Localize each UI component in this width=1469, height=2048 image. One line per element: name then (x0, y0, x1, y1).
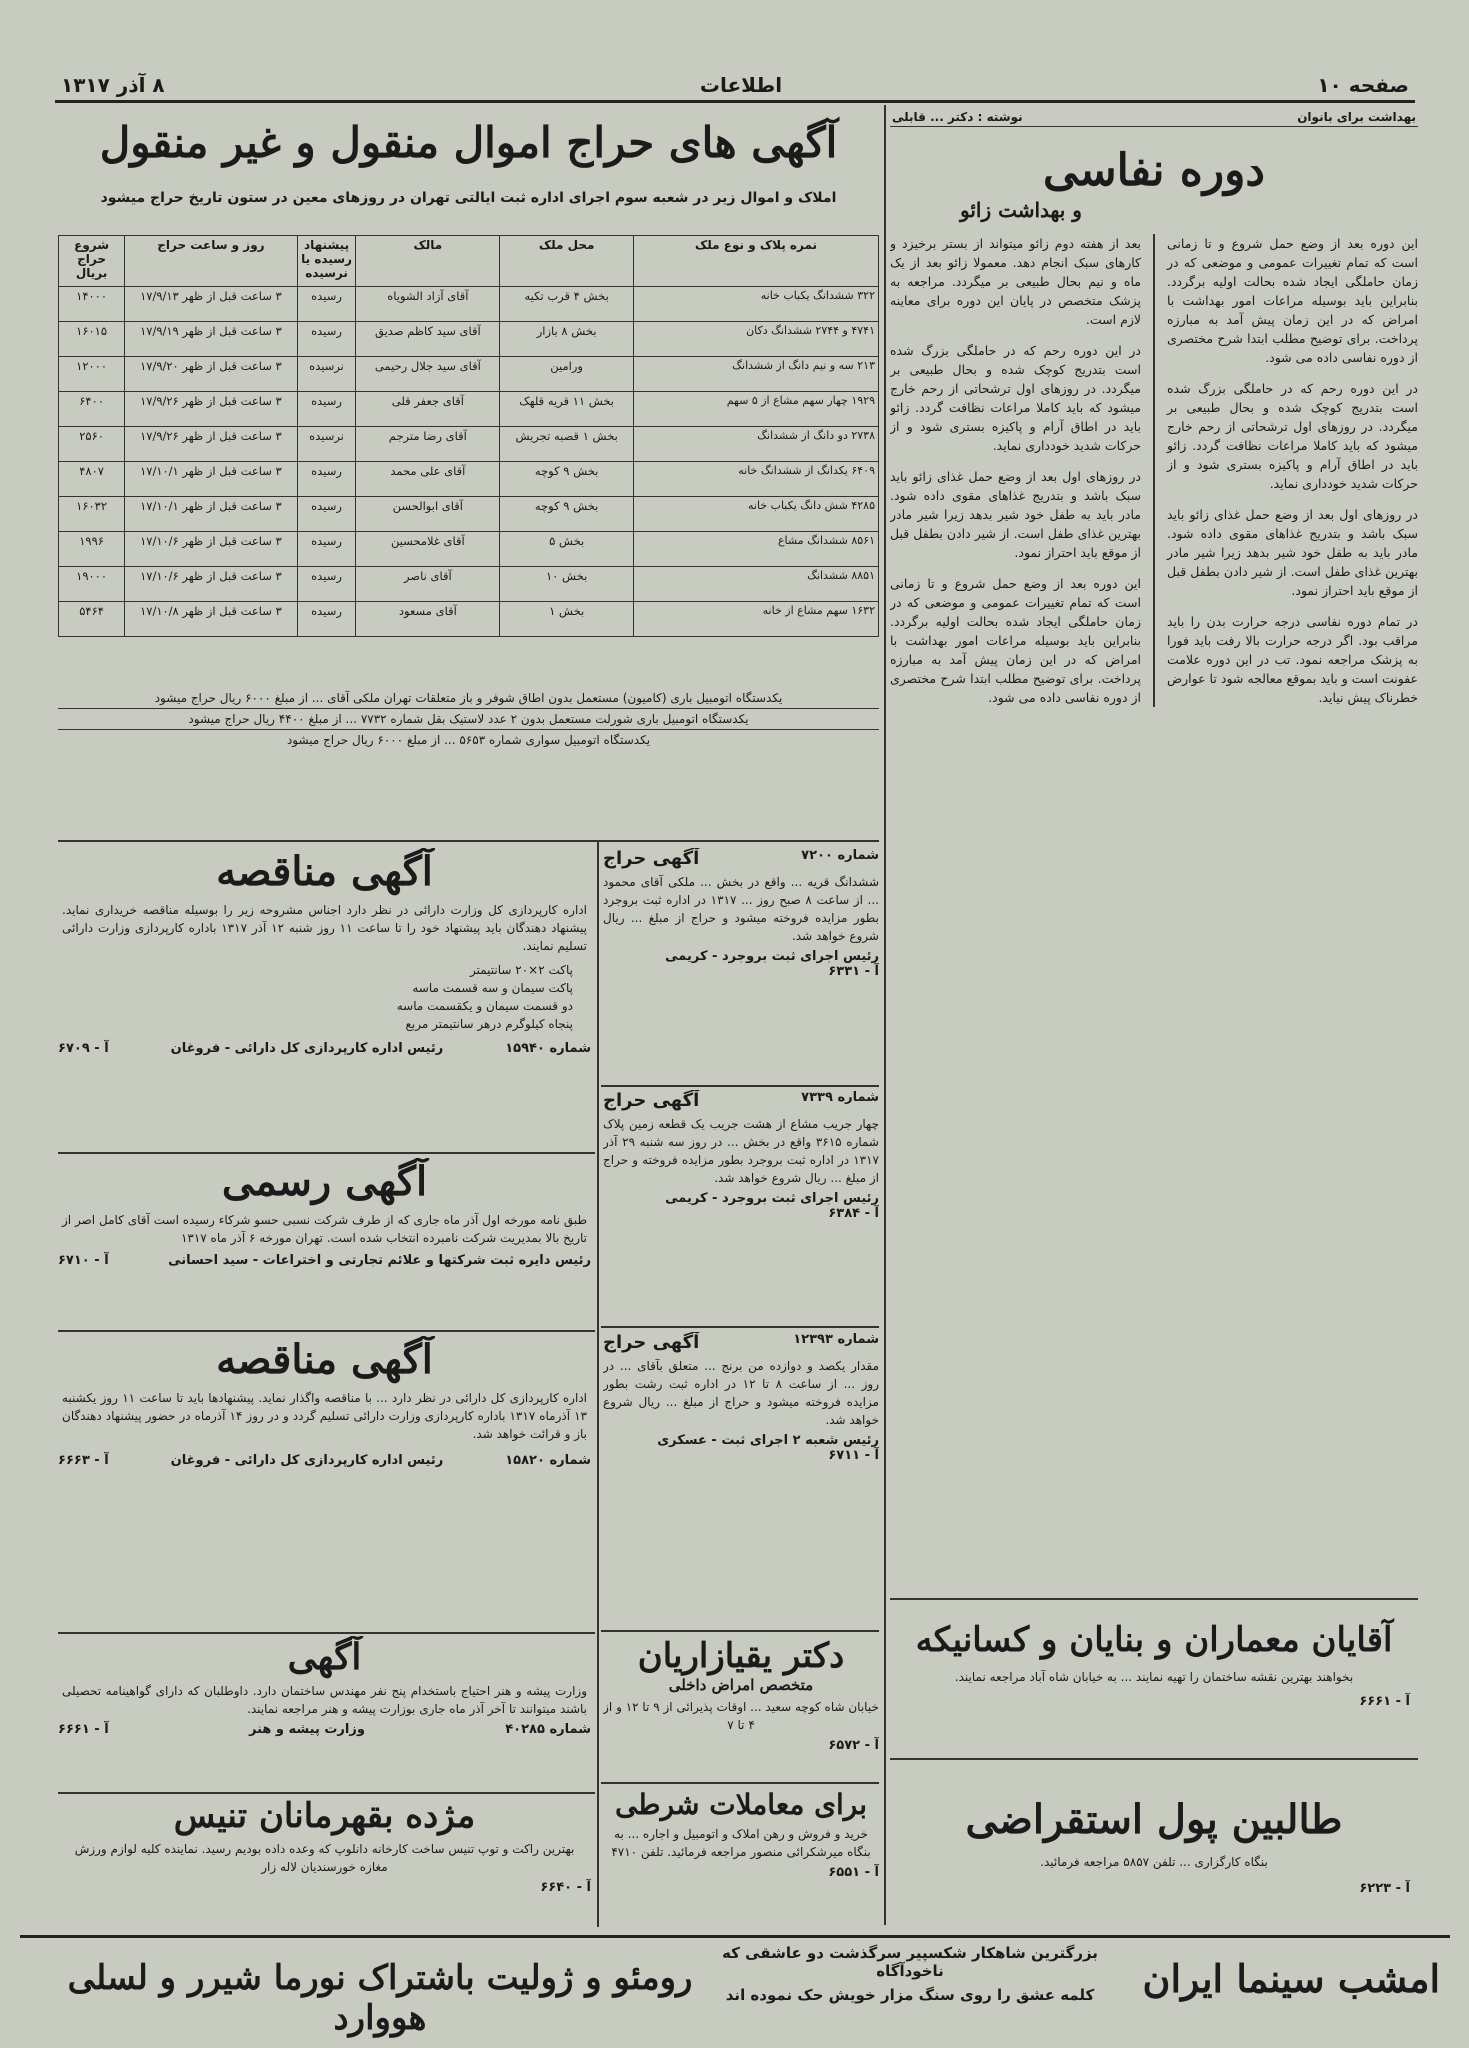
auction-ad-3-code: آ - ۶۷۱۱ (828, 1448, 879, 1463)
tender-2-sign: رئیس اداره کارپردازی کل دارائی - فروغان (170, 1453, 444, 1468)
auction-cell: بخش ۱۱ قریه قلهک (500, 392, 634, 427)
auction-ad-2-code: آ - ۶۳۸۴ (828, 1206, 879, 1221)
auction-cell: بخش ۱۰ (500, 567, 634, 602)
tender-1-title: آگهی مناقصه (216, 848, 433, 895)
col-location: محل ملک (500, 236, 634, 287)
auction-row (59, 427, 879, 462)
doctor-title: دکتر یقیازاریان (637, 1636, 845, 1676)
auction-row (59, 392, 879, 427)
tennis-body: بهترین راکت و توپ تنیس ساخت کارخانه دانلوپ که وعده داده بودیم رسید. نماینده کلیه لوازم ورزش مغازه خورسندیان لاله زار (74, 1842, 575, 1874)
auction-cell: ۱۶۰۱۵ (59, 322, 125, 357)
health-body-1b: این دوره بعد از وضع حمل شروع و تا زمانی است که تمام تغییرات عمومی و موضعی که در زمان حاملگی ایجاد شده بحالت اولیه برگردد. بنابراین باید بوسیله مراعات امور بهداشت با امراض که در این زمان پیش آمد به مبارزه پرداخت. برای توضیح مطلب ابتدا شرح مختصری از دوره نفاسی داده می شود. (890, 576, 1141, 705)
auction-cell: ورامین (500, 357, 634, 392)
auction-cell: بخش ۴ قرب تکیه (500, 287, 634, 322)
page-header (55, 70, 1415, 103)
tennis-code: آ - ۶۶۴۰ (540, 1880, 591, 1895)
col-date: روز و ساعت حراج (125, 236, 297, 287)
tender-1-body: اداره کارپردازی کل وزارت دارائی در نظر دارد اجناس مشروحه زیر را بوسیله مناقصه خریداری نماید. پیشنهاد دهندگان باید پیشنهاد خود را تا ساعت ۱۱ روز شنبه ۱۲ آذر ۱۳۱۷ باداره کارپردازی وزارت دارائی تسلیم نمایند. (62, 903, 587, 953)
doctor-code: آ - ۶۵۷۲ (828, 1738, 879, 1753)
auction-cell: ۲۱۳ سه و نیم دانگ از ششدانگ (634, 357, 879, 392)
auction-cell: ۳ ساعت قبل از ظهر ۱۷/۱۰/۸ (125, 602, 297, 637)
auction-cell: آقای جعفر قلی (356, 392, 500, 427)
auction-cell: ۴۸۰۷ (59, 462, 125, 497)
col-bid: پیشنهاد رسیده یا نرسیده (297, 236, 356, 287)
official-sign: رئیس دایره ثبت شرکتها و علائم تجارتی و اختراعات - سید احسانی (168, 1253, 591, 1268)
auction-cell: رسیده (297, 322, 356, 357)
auction-cell: ۴۲۸۵ شش دانگ یکباب خانه (634, 497, 879, 532)
auction-row (59, 462, 879, 497)
loan-ad (890, 1762, 1418, 1922)
auction-cell: ۱۹۲۹ چهار سهم مشاع از ۵ سهم (634, 392, 879, 427)
architects-title: آقایان معماران و بنایان و کسانیکه (915, 1620, 1393, 1660)
architects-ad (890, 1602, 1418, 1752)
cinema-film: رومئو و ژولیت باشتراک نورما شیرر و لسلی هووارد (67, 1958, 693, 2038)
page-number: صفحه ۱۰ (1317, 73, 1409, 97)
auction-cell: رسیده (297, 497, 356, 532)
auction-note-1: یکدستگاه اتومبیل باری (کامیون) مستعمل بدون اطاق شوفر و باز متعلقات تهران ملکی آقای ... از مبلغ ۶۰۰۰ ریال حراج میشود (154, 691, 783, 705)
health-body-2b: در این دوره رحم که در حاملگی بزرگ شده است بتدریج کوچک شده و بحال طبیعی بر میگردد. در روزهای اول ترشحاتی از رحم خارج میشود که باید کاملا مراعات نظافت گردد. زائو باید در اطاق آرام و پاکیزه بستری شود و از حرکات شدید خودداری نماید. (890, 343, 1141, 453)
auction-title: آگهی های حراج اموال منقول و غیر منقول (99, 118, 838, 167)
auction-cell: ۴۷۴۱ و ۲۷۴۴ ششدانگ دکان (634, 322, 879, 357)
auction-cell: بخش ۸ بازار (500, 322, 634, 357)
doctor-body: خیابان شاه کوچه سعید ... اوقات پذیرائی از ۹ تا ۱۲ و از ۴ تا ۷ (603, 1700, 879, 1732)
cinema-tagline-2: کلمه عشق را روی سنگ مزار خویش حک نموده اند (725, 1986, 1095, 2004)
auction-ad-3-title: آگهی حراج (603, 1332, 700, 1353)
tennis-ad (58, 1796, 591, 1926)
auction-row (59, 357, 879, 392)
tender-1-item-3: دو قسمت سیمان و یکقسمت ماسه (396, 999, 573, 1013)
auction-cell: بخش ۱ (500, 602, 634, 637)
auction-row (59, 532, 879, 567)
auction-cell: بخش ۵ (500, 532, 634, 567)
auction-cell: ۲۵۶۰ (59, 427, 125, 462)
auction-cell: ۱۴۰۰۰ (59, 287, 125, 322)
auction-ad-1 (603, 848, 879, 1080)
official-title: آگهی رسمی (221, 1158, 428, 1205)
auction-row (59, 322, 879, 357)
tender-2-body: اداره کارپردازی کل دارائی در نظر دارد ... با مناقصه واگذار نماید. پیشنهادها باید تا ساعت ۱۱ روز یکشنبه ۱۳ آذرماه ۱۳۱۷ باداره کارپردازی وزارت دارائی تسلیم گردد و در روز ۱۴ آذرماه در حضور پیشنهاد دهندگان باز و قرائت خواهد شد. (62, 1391, 587, 1441)
auction-cell: ۱۹۹۶ (59, 532, 125, 567)
auction-note-3: یکدستگاه اتومبیل سواری شماره ۵۶۵۳ ... از مبلغ ۶۰۰۰ ریال حراج میشود (58, 729, 879, 750)
col-start: شروع حراج بریال (59, 236, 125, 287)
health-subtitle: و بهداشت زائو (960, 198, 1082, 222)
health-byline: نوشته : دکتر ... قابلی (892, 110, 1023, 124)
auction-cell: ۸۸۵۱ ششدانگ (634, 567, 879, 602)
tender-1-item-2: پاکت سیمان و سه قسمت ماسه (412, 981, 573, 995)
auction-cell: آقای سید جلال رحیمی (356, 357, 500, 392)
auction-cell: نرسیده (297, 427, 356, 462)
auction-ad-3-ref: شماره ۱۲۳۹۳ (793, 1332, 879, 1347)
health-body-3: در روزهای اول بعد از وضع حمل غذای زائو باید سبک باشد و بتدریج غذاهای مقوی داده شود. مادر باید به طفل خود شیر بدهد زیرا شیر مادر بهترین غذای طفل است. از شیر دادن بطفل قبل از موقع باید احتراز نمود. (1167, 507, 1418, 598)
auction-cell: ۸۵۶۱ ششدانگ مشاع (634, 532, 879, 567)
auction-cell: ۳ ساعت قبل از ظهر ۱۷/۹/۱۹ (125, 322, 297, 357)
auction-cell: آقای رضا مترجم (356, 427, 500, 462)
health-body-2: در این دوره رحم که در حاملگی بزرگ شده است بتدریج کوچک شده و بحال طبیعی بر میگردد. در روزهای اول ترشحاتی از رحم خارج میشود که باید کاملا مراعات نظافت گردد. زائو باید در اطاق آرام و پاکیزه بستری شود و از حرکات شدید خودداری نماید. (1167, 381, 1418, 491)
tender-1 (58, 848, 591, 1148)
deals-ad (603, 1788, 879, 1928)
auction-cell: آقای ابوالحسن (356, 497, 500, 532)
deals-code: آ - ۶۵۵۱ (828, 1865, 879, 1880)
auction-cell: ۲۷۳۸ دو دانگ از ششدانگ (634, 427, 879, 462)
auction-ad-1-ref: شماره ۷۲۰۰ (801, 848, 879, 863)
notice-sign: وزارت پیشه و هنر (248, 1722, 365, 1737)
loan-body: بنگاه کارگزاری ... تلفن ۵۸۵۷ مراجعه فرمائید. (1040, 1855, 1268, 1869)
auction-cell: بخش ۹ کوچه (500, 497, 634, 532)
auction-cell: ۳ ساعت قبل از ظهر ۱۷/۱۰/۱ (125, 497, 297, 532)
notice-body: وزارت پیشه و هنر احتیاج باستخدام پنج نفر مهندس ساختمان دارد. داوطلبان که دارای گواهینامه تحصیلی باشند میتوانند تا آخر آذر ماه جاری بوزارت پیشه و هنر مراجعه نمایند. (62, 1684, 587, 1716)
auction-cell: ۱۹۰۰۰ (59, 567, 125, 602)
health-body-3b: در روزهای اول بعد از وضع حمل غذای زائو باید سبک باشد و بتدریج غذاهای مقوی داده شود. مادر باید به طفل خود شیر بدهد زیرا شیر مادر بهترین غذای طفل است. از شیر دادن بطفل قبل از موقع باید احتراز نمود. (890, 469, 1141, 560)
auction-ad-1-code: آ - ۶۳۳۱ (828, 964, 879, 979)
auction-cell: رسیده (297, 462, 356, 497)
tender-2 (58, 1336, 591, 1626)
official-body: طبق نامه مورخه اول آذر ماه جاری که از طرف شرکت نسبی حسو شرکاء رسیده است آقای کامل اصر از تاریخ بالا بمدیریت شرکت نامبرده انتخاب شده است. تهران مورخه ۶ آذر ماه ۱۳۱۷ (62, 1213, 587, 1245)
health-body-1: این دوره بعد از وضع حمل شروع و تا زمانی است که تمام تغییرات عمومی و موضعی که در زمان حاملگی ایجاد شده بحالت اولیه برگردد. بنابراین باید بوسیله مراعات امور بهداشت با امراض که در این زمان پیش آمد به مبارزه پرداخت. برای توضیح مطلب ابتدا شرح مختصری از دوره نفاسی داده می شود. (1167, 236, 1418, 365)
notice-ref: شماره ۴۰۲۸۵ (505, 1722, 591, 1737)
notice-code: آ - ۶۶۶۱ (58, 1722, 109, 1737)
auction-ad-3 (603, 1332, 879, 1624)
auction-cell: ۳ ساعت قبل از ظهر ۱۷/۹/۲۶ (125, 427, 297, 462)
auction-row (59, 497, 879, 532)
auction-cell: ۳ ساعت قبل از ظهر ۱۷/۱۰/۱ (125, 462, 297, 497)
auction-ad-1-title: آگهی حراج (603, 848, 700, 869)
auction-cell: رسیده (297, 392, 356, 427)
auction-ad-1-body: ششدانگ قریه ... واقع در بخش ... ملکی آقای محمود ... از ساعت ۸ صبح روز ... ۱۳۱۷ در اداره ثبت بروجرد بطور مزایده فروخته میشود و حراج از مبلغ ... ریال شروع خواهد شد. (603, 875, 879, 943)
auction-row (59, 602, 879, 637)
tender-2-title: آگهی مناقصه (216, 1336, 433, 1383)
tender-1-item-4: پنجاه کیلوگرم درهر سانتیمتر مربع (405, 1017, 573, 1031)
auction-note-2: یکدستگاه اتومبیل باری شورلت مستعمل بدون ۲ عدد لاستیک بقل شماره ۷۷۳۲ ... از مبلغ ۴۴۰۰ ریال حراج میشود (58, 708, 879, 729)
health-title: دوره نفاسی (1043, 145, 1265, 196)
auction-cell: ۱۶۳۲ سهم مشاع از خانه (634, 602, 879, 637)
doctor-ad (603, 1636, 879, 1776)
employment-notice (58, 1636, 591, 1786)
auction-cell: ۳۲۲ ششدانگ یکباب خانه (634, 287, 879, 322)
official-notice (58, 1158, 591, 1323)
auction-cell: ۳ ساعت قبل از ظهر ۱۷/۹/۱۳ (125, 287, 297, 322)
cinema-name: امشب سینما ایران (1142, 1956, 1440, 2001)
architects-body: بخواهند بهترین نقشه ساختمان را تهیه نمایند ... به خیابان شاه آباد مراجعه نمایند. (954, 1670, 1354, 1684)
auction-ad-1-sign: رئیس اجرای ثبت بروجرد - کریمی (665, 949, 879, 964)
tender-1-sign: رئیس اداره کارپردازی کل دارائی - فروغان (170, 1041, 444, 1056)
auction-cell: نرسیده (297, 357, 356, 392)
auction-cell: بخش ۱ قصبه تجریش (500, 427, 634, 462)
tennis-title: مژده بقهرمانان تنیس (173, 1796, 476, 1836)
auction-cell: ۵۴۶۴ (59, 602, 125, 637)
auction-cell: ۳ ساعت قبل از ظهر ۱۷/۹/۲۰ (125, 357, 297, 392)
auction-ad-2-body: چهار جریب مشاع از هشت جریب یک قطعه زمین پلاک شماره ۳۶۱۵ واقع در بخش ... در روز سه شنبه ۲۹ آذر ۱۳۱۷ در اداره ثبت بروجرد بطور مزایده فروخته و حراج از مبلغ ... ریال شروع خواهد شد. (603, 1117, 879, 1185)
auction-cell: رسیده (297, 287, 356, 322)
loan-code: آ - ۶۲۲۳ (1359, 1881, 1410, 1896)
deals-title: برای معاملات شرطی (614, 1788, 868, 1821)
auction-cell: آقای مسعود (356, 602, 500, 637)
tender-2-ref: شماره ۱۵۸۲۰ (505, 1453, 591, 1468)
auction-cell: آقای غلامحسین (356, 532, 500, 567)
tender-1-ref: شماره ۱۵۹۴۰ (505, 1041, 591, 1056)
auction-ad-3-body: مقدار یکصد و دوازده من برنج ... متعلق بآقای ... در روز ... از ساعت ۸ تا ۱۲ در اداره ثبت رشت بطور مزایده فروخته میشود و حراج از مبلغ ... ریال شروع خواهد شد. (603, 1359, 879, 1427)
auction-cell: ۶۴۰۹ یکدانگ از ششدانگ خانه (634, 462, 879, 497)
official-code: آ - ۶۷۱۰ (58, 1253, 109, 1268)
auction-table (58, 235, 879, 637)
auction-row (59, 287, 879, 322)
auction-ad-2-title: آگهی حراج (603, 1090, 700, 1111)
architects-code: آ - ۶۶۶۱ (1359, 1694, 1410, 1709)
auction-cell: ۳ ساعت قبل از ظهر ۱۷/۱۰/۶ (125, 532, 297, 567)
col-plate: نمره پلاک و نوع ملک (634, 236, 879, 287)
tender-2-code: آ - ۶۶۶۳ (58, 1453, 109, 1468)
auction-cell: بخش ۹ کوچه (500, 462, 634, 497)
cinema-tagline-1: بزرگترین شاهکار شکسپیر سرگذشت دو عاشقی که ناخودآگاه (722, 1944, 1098, 1980)
auction-cell: ۳ ساعت قبل از ظهر ۱۷/۹/۲۶ (125, 392, 297, 427)
auction-ad-2 (603, 1090, 879, 1320)
auction-cell: رسیده (297, 532, 356, 567)
auction-cell: ۱۲۰۰۰ (59, 357, 125, 392)
auction-cell: آقای آزاد الشویاه (356, 287, 500, 322)
health-body-4: در تمام دوره نفاسی درجه حرارت بدن را باید مراقب بود. اگر درجه حرارت بالا رفت باید فورا به پزشک مراجعه نمود. تب در این دوره علامت عفونت است و باید بموقع معالجه شود تا عوارض خطرناک پیش نیاید. (1167, 614, 1418, 705)
col-owner: مالک (356, 236, 500, 287)
auction-cell: رسیده (297, 567, 356, 602)
auction-cell: رسیده (297, 602, 356, 637)
auction-ad-2-sign: رئیس اجرای ثبت بروجرد - کریمی (665, 1191, 879, 1206)
auction-subtitle: املاک و اموال زیر در شعبه سوم اجرای اداره ثبت ایالتی تهران در روزهای معین در ستون تاریخ حراج میشود (100, 190, 837, 206)
auction-row (59, 567, 879, 602)
cinema-banner (20, 1935, 1450, 2038)
auction-cell: ۶۴۰۰ (59, 392, 125, 427)
auction-ad-3-sign: رئیس شعبه ۲ اجرای ثبت - عسکری (657, 1433, 879, 1448)
health-body-5: بعد از هفته دوم زائو میتواند از بستر برخیزد و کارهای سبک انجام دهد. معمولا زائو بعد از یک ماه و نیم بحال طبیعی بر میگردد. مراجعه به پزشک متخصص در پایان این دوره برای معاینه لازم است. (890, 236, 1141, 327)
auction-cell: آقای ناصر (356, 567, 500, 602)
newspaper-name: اطلاعات (699, 73, 783, 97)
auction-cell: آقای علی محمد (356, 462, 500, 497)
loan-title: طالبین پول استقراضی (965, 1796, 1343, 1843)
doctor-spec: متخصص امراض داخلی (668, 1676, 814, 1694)
auction-cell: ۳ ساعت قبل از ظهر ۱۷/۱۰/۶ (125, 567, 297, 602)
health-column-tag: بهداشت برای بانوان (1297, 110, 1416, 124)
auction-cell: ۱۶۰۳۲ (59, 497, 125, 532)
auction-cell: آقای سید کاظم صدیق (356, 322, 500, 357)
issue-date: ۸ آذر ۱۳۱۷ (61, 73, 165, 97)
deals-body: خرید و فروش و رهن املاک و اتومبیل و اجاره ... به بنگاه میرشکرائی منصور مراجعه فرمائید. تلفن ۴۷۱۰ (611, 1827, 871, 1859)
auction-notes (58, 688, 879, 750)
tender-1-item-1: پاکت ۲×۲۰ سانتیمتر (469, 963, 573, 977)
notice-title: آگهی (287, 1636, 362, 1678)
auction-ad-2-ref: شماره ۷۳۳۹ (801, 1090, 879, 1105)
tender-1-code: آ - ۶۷۰۹ (58, 1041, 109, 1056)
